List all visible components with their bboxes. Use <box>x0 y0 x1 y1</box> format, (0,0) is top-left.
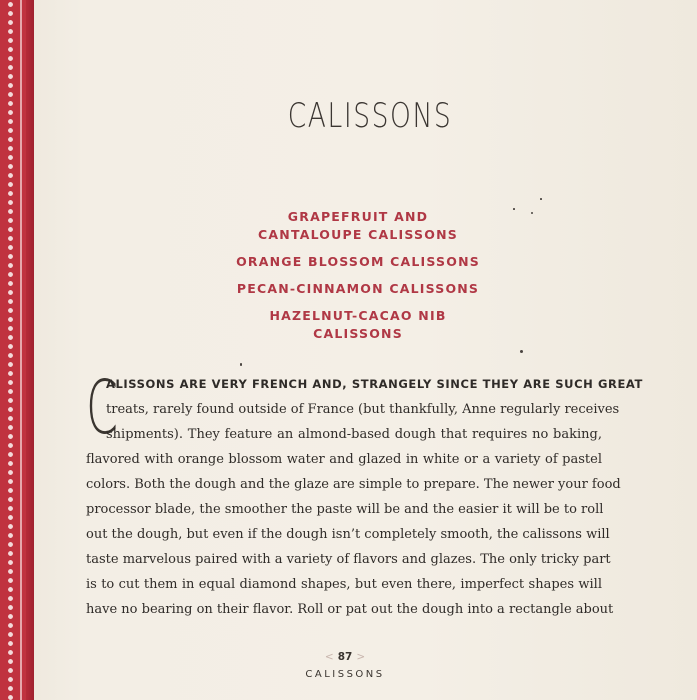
paper-speck <box>520 350 523 353</box>
chevron-left-icon: < <box>324 651 334 663</box>
border-line <box>20 0 22 700</box>
recipe-title <box>200 253 516 271</box>
recipe-title-line: CANTALOUPE CALISSONS <box>258 227 458 242</box>
border-shade <box>26 0 34 700</box>
recipe-title <box>200 280 516 298</box>
body-line: flavored with orange blossom water and glazed in white or a variety of pastel <box>86 452 602 467</box>
body-line: ALISSONS ARE VERY FRENCH AND, STRANGELY SINCE THEY ARE SUCH GREAT <box>106 377 643 391</box>
decorative-border <box>0 0 34 700</box>
body-line: is to cut them in equal diamond shapes, but even there, imperfect shapes will <box>86 577 602 592</box>
body-line: colors. Both the dough and the glaze are simple to prepare. The newer your food <box>86 477 621 492</box>
page-number <box>300 651 390 663</box>
chevron-right-icon: > <box>356 651 366 663</box>
recipe-list <box>200 208 516 352</box>
recipe-title-line: HAZELNUT-CACAO NIB <box>269 308 447 323</box>
body-line: taste marvelous paired with a variety of flavors and glazes. The only tricky part <box>86 552 611 567</box>
page-title: CALISSONS <box>287 96 453 136</box>
recipe-title-line: PECAN-CINNAMON CALISSONS <box>236 281 480 296</box>
body-line: out the dough, but even if the dough isn’t completely smooth, the calissons will <box>86 527 610 542</box>
section-label: CALISSONS <box>305 669 385 680</box>
body-line: shipments). They feature an almond-based dough that requires no baking, <box>106 427 602 442</box>
body-line: processor blade, the smoother the paste will be and the easier it will be to roll <box>86 502 604 517</box>
recipe-title-line: GRAPEFRUIT AND <box>287 209 429 224</box>
body-line: have no bearing on their flavor. Roll or pat out the dough into a rectangle about <box>86 602 614 617</box>
recipe-title <box>200 307 516 343</box>
recipe-title <box>200 208 516 244</box>
paper-speck <box>513 208 515 210</box>
drop-cap: C <box>86 365 119 451</box>
recipe-title-line: CALISSONS <box>313 326 403 341</box>
body-line: treats, rarely found outside of France (but thankfully, Anne regularly receives <box>106 402 620 417</box>
paper-speck <box>531 212 533 214</box>
body-paragraph <box>86 365 643 622</box>
paper-speck <box>540 198 542 200</box>
page-number-value: 87 <box>337 651 353 663</box>
paper-speck <box>240 363 242 366</box>
border-dots <box>6 0 15 700</box>
recipe-title-line: ORANGE BLOSSOM CALISSONS <box>236 254 480 269</box>
